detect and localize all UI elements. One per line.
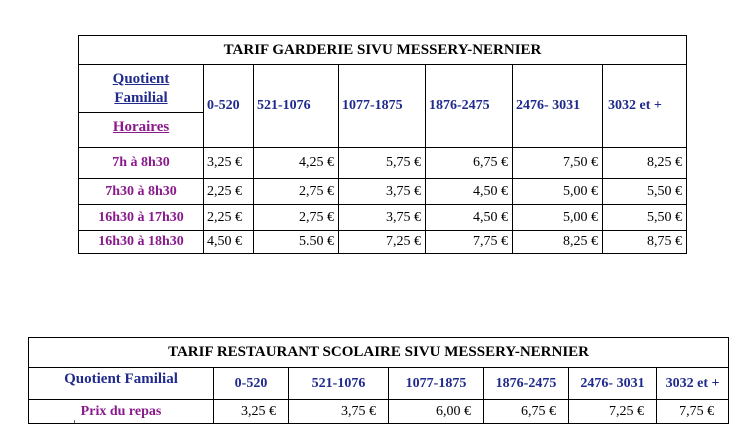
price-cell: 6,75 € xyxy=(426,148,513,179)
price-cell: 4,50 € xyxy=(426,205,513,231)
range-header-3: 1077-1875 xyxy=(389,368,484,400)
price-cell: 2,25 € xyxy=(204,179,254,205)
restaurant-title: TARIF RESTAURANT SCOLAIRE SIVU MESSERY-NERNIER xyxy=(29,338,729,368)
price-cell: 2,75 € xyxy=(254,179,339,205)
quotient-familial-header xyxy=(79,65,204,113)
price-cell: 7,25 € xyxy=(339,231,426,254)
time-slot: 16h30 à 18h30 xyxy=(79,231,204,254)
range-header-2: 521-1076 xyxy=(254,65,339,148)
range-header-3: 1077-1875 xyxy=(339,65,426,148)
meal-price-label: Prix du repas xyxy=(29,400,214,424)
price-cell: 3,75 € xyxy=(289,400,389,424)
price-cell: 5,00 € xyxy=(513,179,603,205)
price-cell: 3,25 € xyxy=(204,148,254,179)
paragraph-mark xyxy=(74,420,75,423)
price-cell: 2,25 € xyxy=(204,205,254,231)
quotient-familial-header: Quotient Familial xyxy=(29,368,214,400)
horaires-label: Horaires xyxy=(112,119,170,135)
price-cell: 4,25 € xyxy=(254,148,339,179)
time-slot: 7h30 à 8h30 xyxy=(79,179,204,205)
price-cell: 4,50 € xyxy=(426,179,513,205)
price-cell: 8,25 € xyxy=(513,231,603,254)
price-cell: 8,25 € xyxy=(603,148,687,179)
price-cell: 3,75 € xyxy=(339,205,426,231)
table-row xyxy=(79,179,687,205)
restaurant-tariff-table xyxy=(28,337,729,424)
garderie-tariff-table xyxy=(78,35,687,254)
range-header-5: 2476- 3031 xyxy=(513,65,603,148)
table-row xyxy=(79,148,687,179)
price-cell: 5,75 € xyxy=(339,148,426,179)
time-slot: 7h à 8h30 xyxy=(79,148,204,179)
range-header-6: 3032 et + xyxy=(657,368,729,400)
range-header-4: 1876-2475 xyxy=(426,65,513,148)
range-header-5: 2476- 3031 xyxy=(569,368,657,400)
price-cell: 5,50 € xyxy=(603,179,687,205)
price-cell: 6,00 € xyxy=(389,400,484,424)
garderie-title: TARIF GARDERIE SIVU MESSERY-NERNIER xyxy=(79,36,687,65)
price-cell: 7,25 € xyxy=(569,400,657,424)
table-row xyxy=(29,400,729,424)
price-cell: 8,75 € xyxy=(603,231,687,254)
price-cell: 5,50 € xyxy=(603,205,687,231)
table-row xyxy=(79,205,687,231)
price-cell: 2,75 € xyxy=(254,205,339,231)
price-cell: 4,50 € xyxy=(204,231,254,254)
price-cell: 7,50 € xyxy=(513,148,603,179)
quotient-label-line1: Quotient xyxy=(112,71,170,87)
price-cell: 5,00 € xyxy=(513,205,603,231)
horaires-header xyxy=(79,113,204,148)
range-header-4: 1876-2475 xyxy=(484,368,569,400)
price-cell: 6,75 € xyxy=(484,400,569,424)
price-cell: 3,25 € xyxy=(214,400,289,424)
price-cell: 3,75 € xyxy=(339,179,426,205)
range-header-2: 521-1076 xyxy=(289,368,389,400)
range-header-1: 0-520 xyxy=(214,368,289,400)
time-slot: 16h30 à 17h30 xyxy=(79,205,204,231)
range-header-1: 0-520 xyxy=(204,65,254,148)
price-cell: 7,75 € xyxy=(657,400,729,424)
quotient-label-line2: Familial xyxy=(114,90,168,106)
price-cell: 7,75 € xyxy=(426,231,513,254)
table-row xyxy=(79,231,687,254)
price-cell: 5.50 € xyxy=(254,231,339,254)
range-header-6: 3032 et + xyxy=(603,65,687,148)
